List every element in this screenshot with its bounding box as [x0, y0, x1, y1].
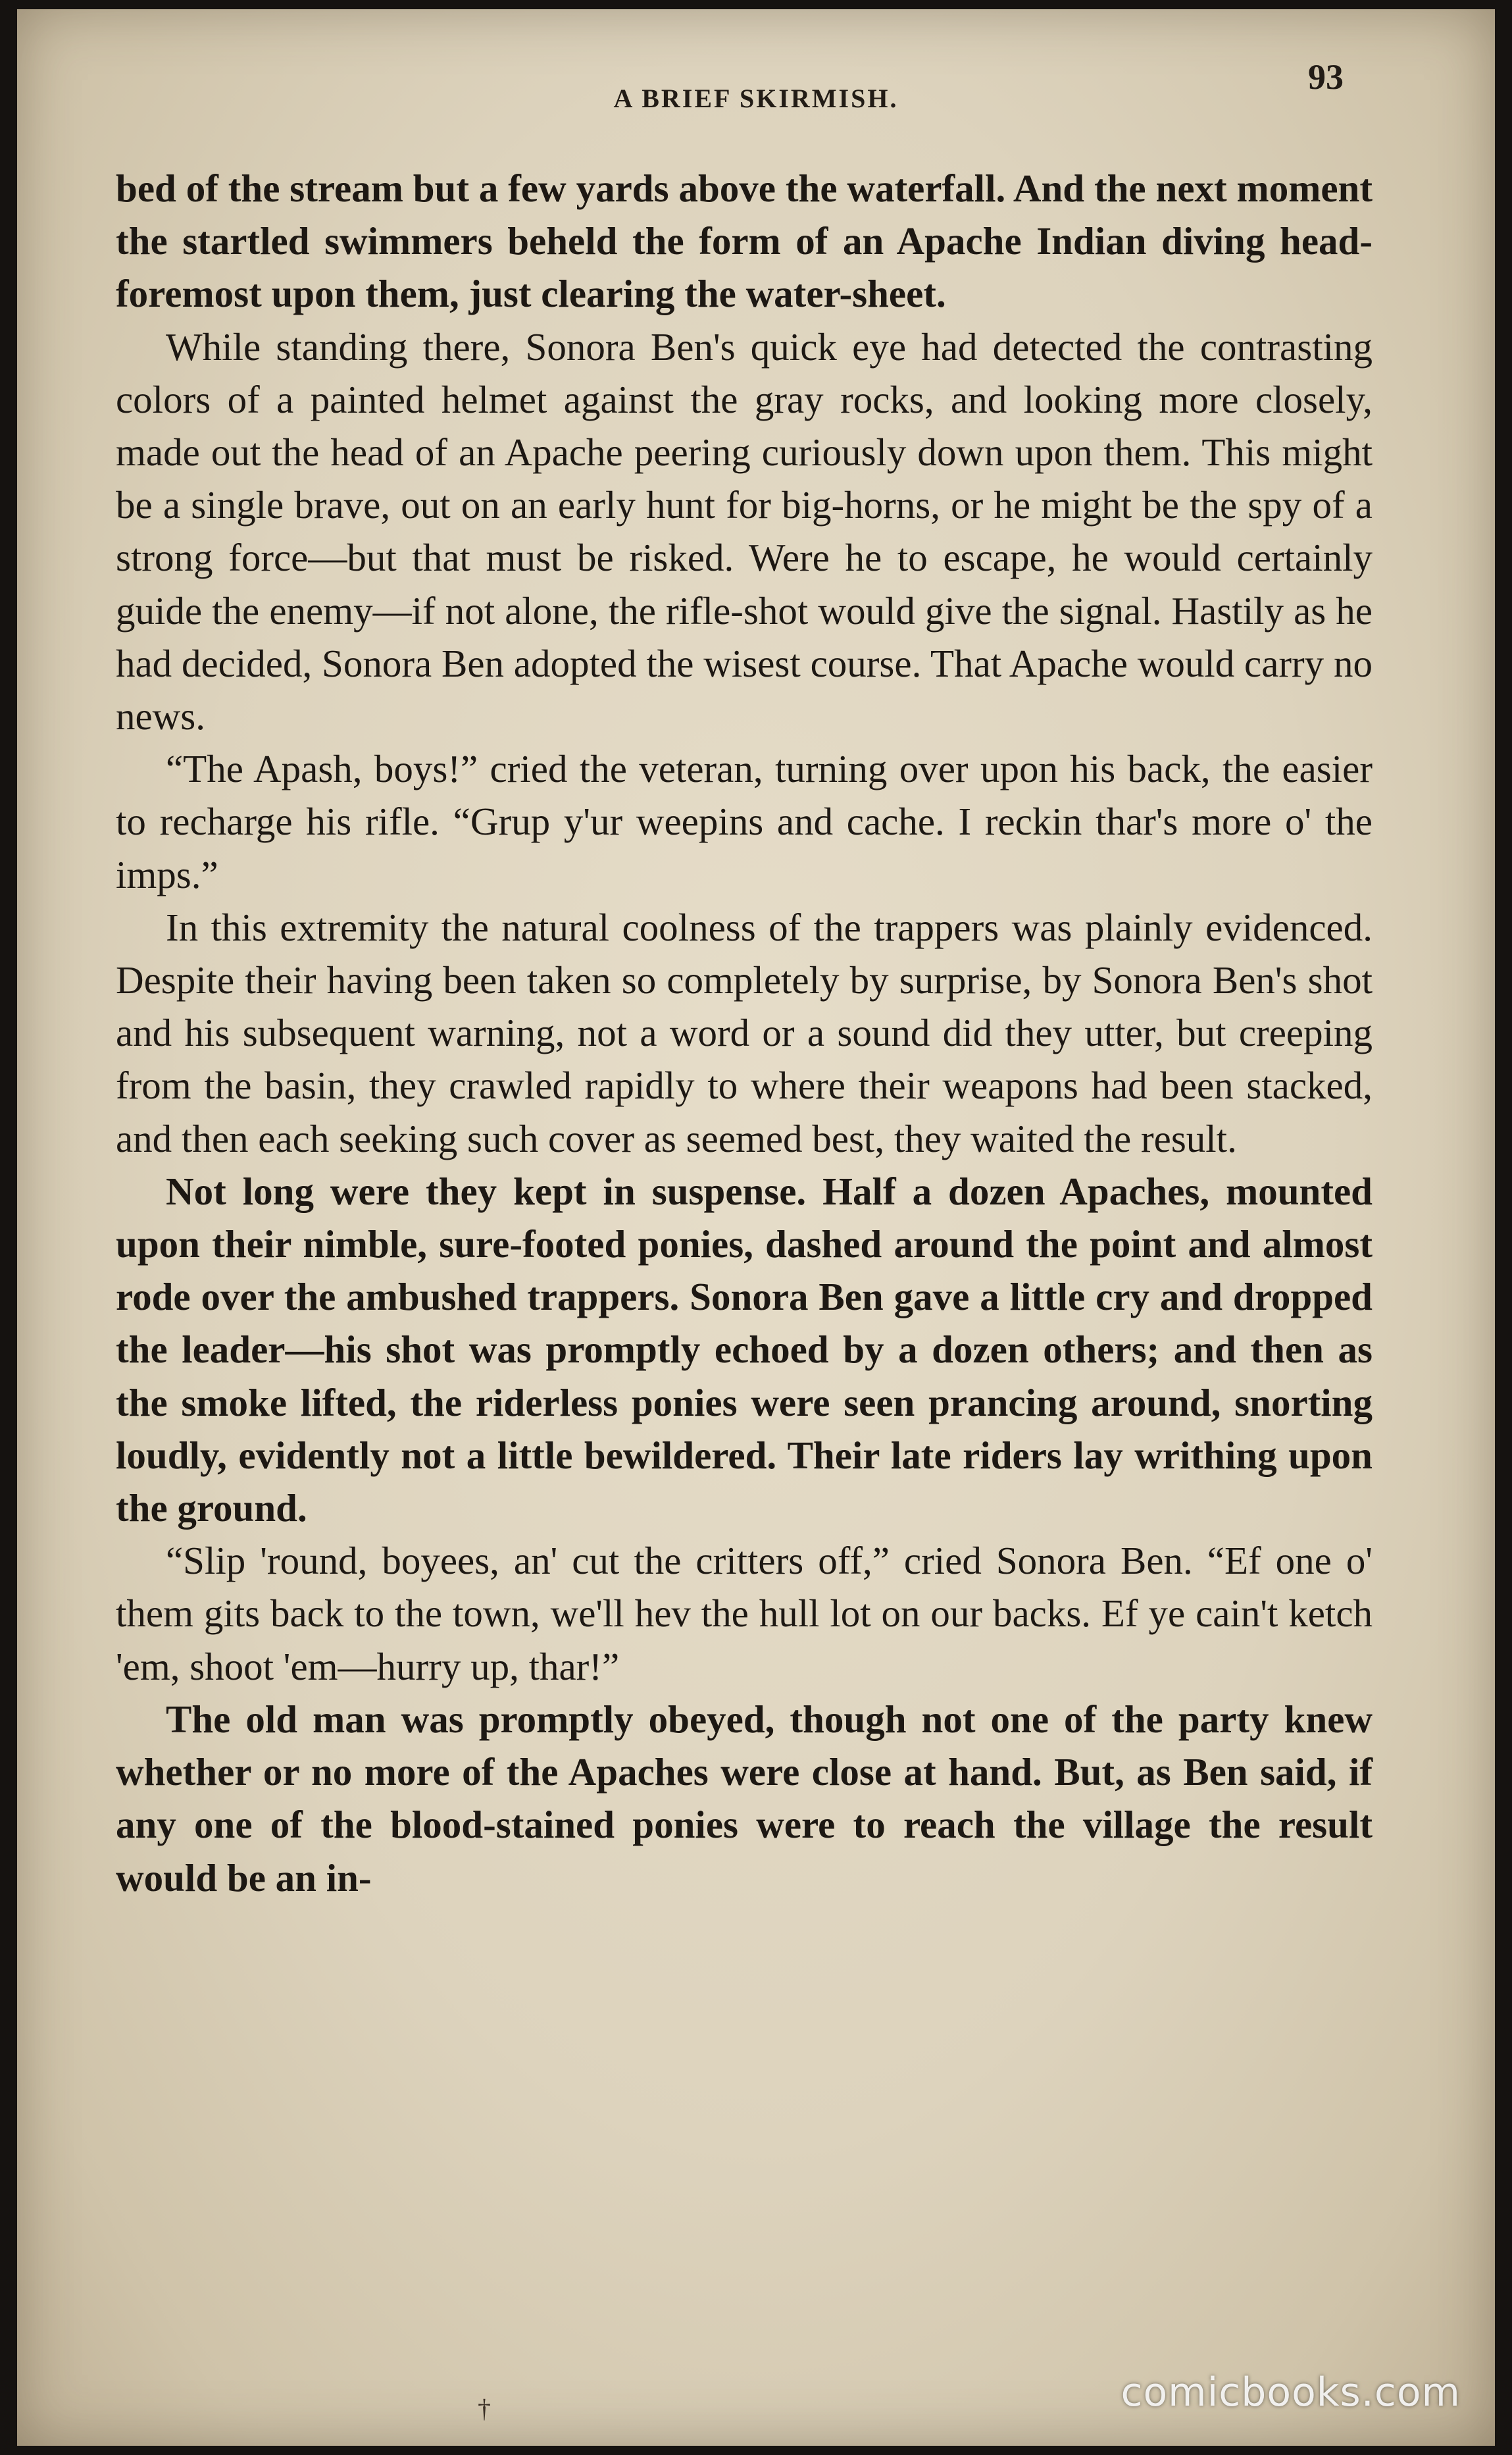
paragraph: The old man was promptly obeyed, though not one of the party knew whether or no more of the Apaches were close at hand. But, as Ben said, if any one of the blood-stained ponies were to reach the village the result would be an in-: [116, 1697, 1373, 1899]
paragraph: “Slip 'round, boyees, an' cut the critters off,” cried Sonora Ben. “Ef one o' them gits back to the town, we'll hev the hull lot on our backs. Ef ye cain't ketch 'em, shoot 'em—hurry up, thar!”: [116, 1539, 1373, 1688]
paragraph: In this extremity the natural coolness of the trappers was plainly evidenced. Despite their having been taken so completely by surprise, by Sonora Ben's shot and his subsequent warning, not a word or a sound did they utter, but creeping from the basin, they crawled rapidly to where their weapons had been stacked, and then each seeking such cover as seemed best, they waited the result.: [116, 905, 1373, 1160]
paragraph: Not long were they kept in suspense. Half a dozen Apaches, mounted upon their nimble, sure-footed ponies, dashed around the point and almost rode over the ambushed trappers. Sonora Ben gave a little cry and dropped the leader—his shot was promptly echoed by a dozen others; and then as the smoke lifted, the riderless ponies were seen prancing around, snorting loudly, evidently not a little bewildered. Their late riders lay writhing upon the ground.: [116, 1169, 1373, 1530]
paragraph-continued: bed of the stream but a few yards above the waterfall. And the next moment the startled swimmers beheld the form of an Apache Indian diving head-foremost upon them, just clearing the water-sheet.: [116, 167, 1373, 316]
paragraph: “The Apash, boys!” cried the veteran, turning over upon his back, the easier to recharge his rifle. “Grup y'ur weepins and cache. I reckin thar's more o' the imps.”: [116, 747, 1373, 896]
running-title: A BRIEF SKIRMISH.: [613, 84, 899, 113]
page-number: 93: [1308, 57, 1344, 97]
book-page: [17, 9, 1495, 2446]
body-text: [116, 162, 1373, 1904]
footer-mark: †: [478, 2394, 491, 2423]
paragraph: While standing there, Sonora Ben's quick eye had detected the contrasting colors of a painted helmet against the gray rocks, and looking more closely, made out the head of an Apache peering curiously down upon them. This might be a single brave, out on an early hunt for big-horns, or he might be the spy of a strong force—but that must be risked. Were he to escape, he would certainly guide the enemy—if not alone, the rifle-shot would give the signal. Hastily as he had decided, Sonora Ben adopted the wisest course. That Apache would carry no news.: [116, 324, 1373, 738]
watermark: comicbooks.com: [1121, 2369, 1461, 2416]
